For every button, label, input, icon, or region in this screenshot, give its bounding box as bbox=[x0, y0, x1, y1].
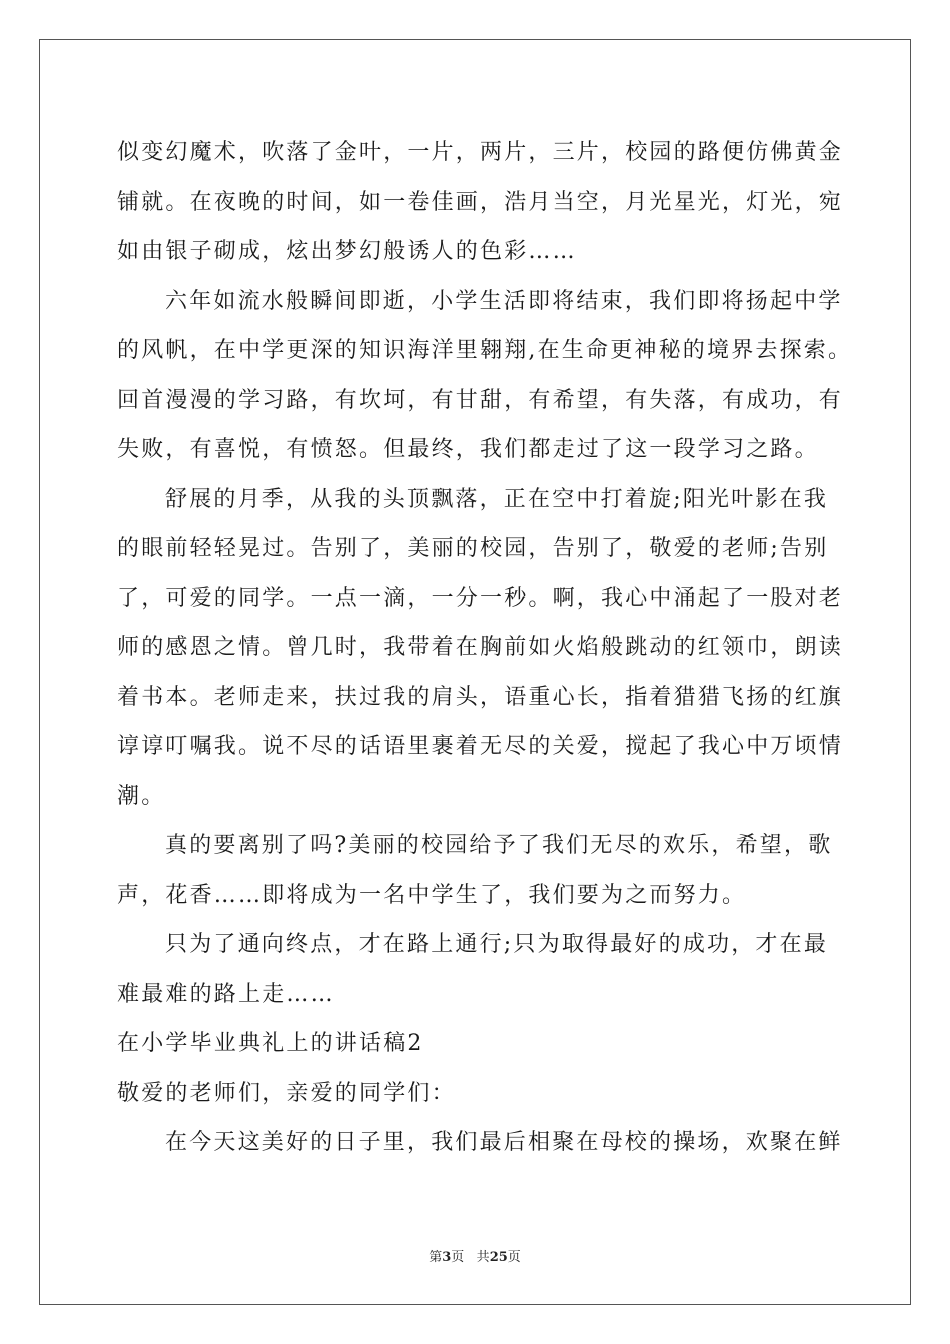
page-footer bbox=[0, 1246, 950, 1265]
text-line: 在今天这美好的日子里，我们最后相聚在母校的操场，欢聚在鲜 bbox=[165, 1130, 843, 1155]
text-line: 如由银子砌成，炫出梦幻般诱人的色彩…… bbox=[117, 239, 577, 264]
text-line: 铺就。在夜晚的时间，如一卷佳画，浩月当空，月光星光，灯光，宛 bbox=[117, 189, 844, 215]
text-line: 似变幻魔术，吹落了金叶，一片，两片，三片，校园的路便仿佛黄金 bbox=[117, 140, 844, 165]
text-line: 只为了通向终点，才在路上通行;只为取得最好的成功，才在最 bbox=[165, 932, 829, 957]
text-line: 的眼前轻轻晃过。告别了，美丽的校园，告别了，敬爱的老师;告别 bbox=[117, 536, 829, 561]
text-line: 真的要离别了吗?美丽的校园给予了我们无尽的欢乐，希望，歌 bbox=[165, 833, 833, 858]
text-line: 舒展的月季，从我的头顶飘落，正在空中打着旋;阳光叶影在我 bbox=[165, 486, 829, 512]
text-line: 声，花香……即将成为一名中学生了，我们要为之而努力。 bbox=[117, 882, 747, 908]
text-line: 了，可爱的同学。一点一滴，一分一秒。啊，我心中涌起了一股对老 bbox=[117, 585, 844, 611]
text-line: 难最难的路上走…… bbox=[117, 981, 335, 1007]
text-line: 谆谆叮嘱我。说不尽的话语里裹着无尽的关爱，搅起了我心中万顷情 bbox=[117, 734, 844, 759]
text-line: 师的感恩之情。曾几时，我带着在胸前如火焰般跳动的红领巾，朗读 bbox=[117, 635, 844, 660]
salutation: 敬爱的老师们，亲爱的同学们： bbox=[117, 1080, 456, 1106]
footer-total-prefix: 共 bbox=[476, 1250, 490, 1265]
text-line: 的风帆，在中学更深的知识海洋里翱翔,在生命更神秘的境界去探索。 bbox=[117, 338, 853, 363]
footer-prefix: 第 bbox=[429, 1250, 443, 1265]
text-line: 着书本。老师走来，扶过我的肩头，语重心长，指着猎猎飞扬的红旗 bbox=[117, 684, 844, 710]
footer-total-suffix: 页 bbox=[507, 1250, 521, 1265]
footer-page-suffix: 页 bbox=[451, 1250, 465, 1265]
footer-total-pages: 25 bbox=[489, 1250, 508, 1265]
footer-page-number: 3 bbox=[442, 1250, 452, 1265]
text-line: 六年如流水般瞬间即逝，小学生活即将结束，我们即将扬起中学 bbox=[165, 288, 843, 314]
text-line: 回首漫漫的学习路，有坎坷，有甘甜，有希望，有失落，有成功，有 bbox=[117, 387, 844, 413]
text-line: 潮。 bbox=[117, 783, 166, 809]
text-line: 失败，有喜悦，有愤怒。但最终，我们都走过了这一段学习之路。 bbox=[117, 437, 819, 462]
section-title: 在小学毕业典礼上的讲话稿2 bbox=[117, 1031, 424, 1056]
document-body bbox=[117, 128, 853, 1168]
